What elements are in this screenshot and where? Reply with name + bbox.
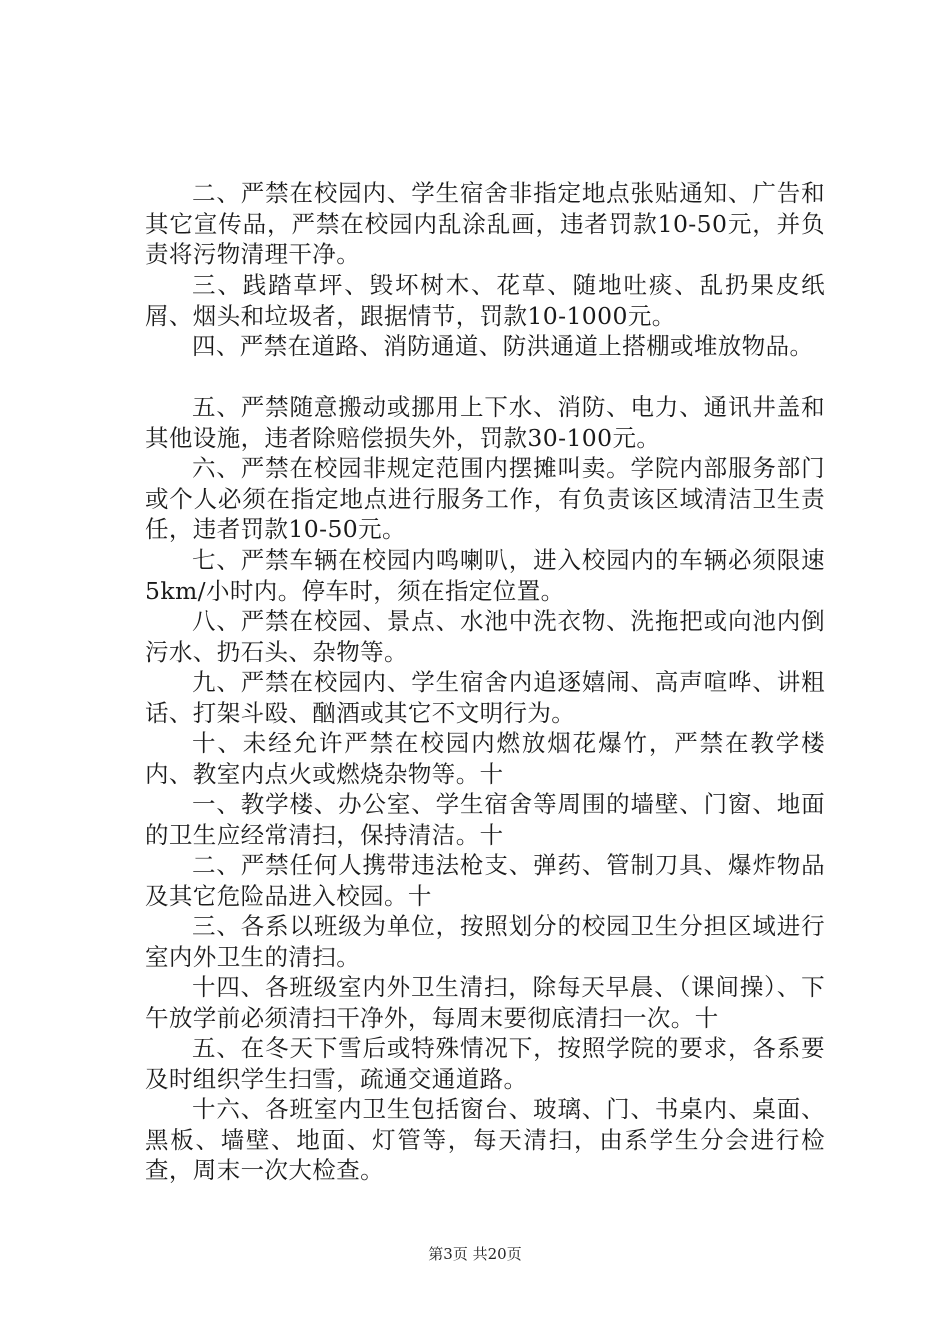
paragraph-2: 二、严禁在校园内、学生宿舍非指定地点张贴通知、广告和其它宣传品，严禁在校园内乱涂乱画，违者罚款10-50元，并负责将污物清理干净。 <box>145 179 825 268</box>
paragraph-7: 七、严禁车辆在校园内鸣喇叭，进入校园内的车辆必须限速5km/小时内。停车时，须在指定位置。 <box>145 546 825 605</box>
paragraph-6: 六、严禁在校园非规定范围内摆摊叫卖。学院内部服务部门或个人必须在指定地点进行服务工作，有负责该区域清洁卫生责任，违者罚款10-50元。 <box>145 454 825 543</box>
paragraph-8: 八、严禁在校园、景点、水池中洗衣物、洗拖把或向池内倒污水、扔石头、杂物等。 <box>145 607 825 666</box>
paragraph-15: 五、在冬天下雪后或特殊情况下，按照学院的要求，各系要及时组织学生扫雪，疏通交通道路。 <box>145 1034 825 1093</box>
page-number-footer: 第3页 共20页 <box>428 1245 522 1263</box>
paragraph-11: 一、教学楼、办公室、学生宿舍等周围的墙壁、门窗、地面的卫生应经常清扫，保持清洁。十 <box>145 790 825 849</box>
paragraph-14: 十四、各班级室内外卫生清扫，除每天早晨、（课间操）、下午放学前必须清扫干净外，每周末要彻底清扫一次。十 <box>145 973 825 1032</box>
paragraph-12: 二、严禁任何人携带违法枪支、弹药、管制刀具、爆炸物品及其它危险品进入校园。十 <box>145 851 825 910</box>
paragraph-4: 四、严禁在道路、消防通道、防洪通道上搭棚或堆放物品。 <box>192 332 814 360</box>
paragraph-13: 三、各系以班级为单位，按照划分的校园卫生分担区域进行室内外卫生的清扫。 <box>145 912 825 971</box>
paragraph-5: 五、严禁随意搬动或挪用上下水、消防、电力、通讯井盖和其他设施，违者除赔偿损失外，罚款30-100元。 <box>145 393 825 452</box>
paragraph-9: 九、严禁在校园内、学生宿舍内追逐嬉闹、高声喧哗、讲粗话、打架斗殴、酗酒或其它不文明行为。 <box>145 668 825 727</box>
paragraph-10: 十、未经允许严禁在校园内燃放烟花爆竹，严禁在教学楼内、教室内点火或燃烧杂物等。十 <box>145 729 825 788</box>
paragraph-3: 三、践踏草坪、毁坏树木、花草、随地吐痰、乱扔果皮纸屑、烟头和垃圾者，跟据情节，罚款10-1000元。 <box>145 271 825 330</box>
paragraph-16: 十六、各班室内卫生包括窗台、玻璃、门、书桌内、桌面、黑板、墙壁、地面、灯管等，每天清扫，由系学生分会进行检查，周末一次大检查。 <box>145 1095 825 1184</box>
